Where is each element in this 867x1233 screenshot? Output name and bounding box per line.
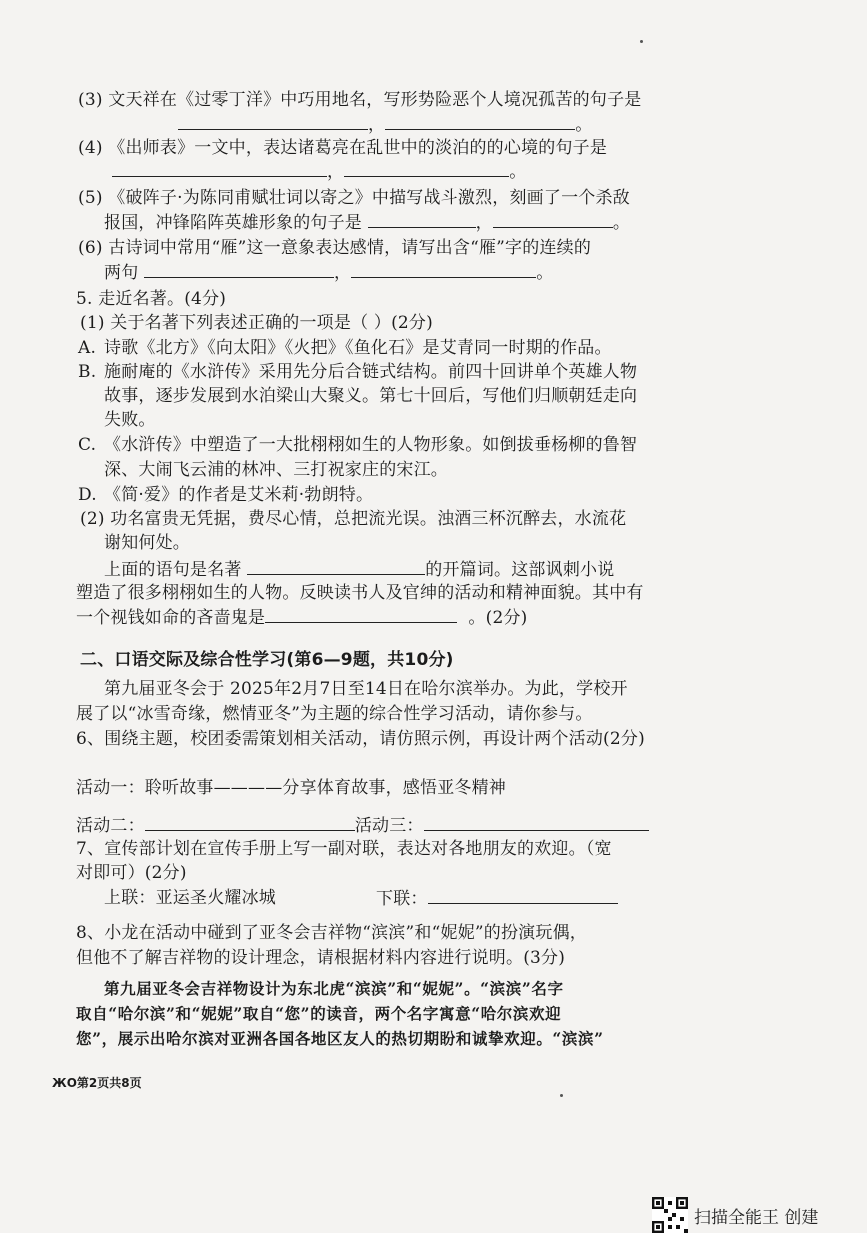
q5-option-b-line1: 施耐庵的《水浒传》采用先分后合链式结构。前四十回讲单个英雄人物 [104,362,638,382]
q6-prompt: 6、围绕主题，校团委需策划相关活动，请仿照示例，再设计两个活动(2分) [76,729,645,749]
activity-2-label: 活动二： [76,816,145,836]
q4-item-5-line1: (5) 《破阵子·为陈同甫赋壮词以寄之》中描写战斗激烈，刻画了一个杀敌 [78,188,630,208]
answer-blank[interactable] [144,261,334,278]
q4-item-3-blanks: ， 。 [178,113,592,136]
q4-item-6-line1: (6) 古诗词中常用“雁”这一意象表达感情，请写出含“雁”字的连续的 [78,238,592,258]
q5-sub2-prompt: 上面的语句是名著 [104,560,242,580]
q5-sub2-prompt: 一个视钱如命的吝啬鬼是 [76,608,266,628]
answer-blank[interactable] [368,211,476,228]
q5-option-b-line3: 失败。 [104,410,156,430]
qr-code-icon [652,1197,688,1233]
lower-couplet-label: 下联： [376,889,428,909]
q5-option-c-label: C. [78,435,97,455]
section-2-intro-line2: 展了以“冰雪奇缘，燃情亚冬”为主题的综合性学习活动，请你参与。 [76,704,593,724]
q5-option-d: 《简·爱》的作者是艾米莉·勃朗特。 [104,485,374,505]
q5-option-a: 诗歌《北方》《向太阳》《火把》《鱼化石》是艾青同一时期的作品。 [104,338,612,358]
activity-3-label: 活动三： [354,816,424,836]
scan-speck [560,1094,563,1097]
q5-sub2-line2: 谢知何处。 [104,533,190,553]
footer-mark: ЖO [52,1076,77,1090]
q5-sub2-line5 [76,606,528,629]
page-footer [52,1074,142,1091]
watermark-text: 扫描全能王 创建 [694,1207,819,1228]
answer-blank[interactable] [351,261,536,278]
q6-activity-1: 活动一：聆听故事————分享体育故事，感悟亚冬精神 [76,778,506,798]
answer-blank[interactable] [493,211,613,228]
q5-option-c-line1: 《水浒传》中塑造了一大批栩栩如生的人物形象。如倒拔垂杨柳的鲁智 [104,435,638,455]
answer-blank[interactable] [428,887,618,904]
q4-item-4: (4) 《出师表》一文中，表达诸葛亮在乱世中的淡泊的的心境的句子是 [78,138,608,158]
q5-sub2-line1: (2) 功名富贵无凭据，费尽心情，总把流光误。浊酒三杯沉醉去，水流花 [80,509,627,529]
q8-material-line3: 您”，展示出哈尔滨对亚洲各国各地区友人的热切期盼和诚挚欢迎。“滨滨” [76,1029,604,1048]
q6-activity-2-3 [76,814,649,837]
answer-blank[interactable] [344,160,509,177]
answer-blank[interactable] [145,814,355,831]
answer-blank[interactable] [265,606,457,623]
q4-item-5-line2: 报国，冲锋陷阵英雄形象的句子是 ， 。 [104,213,631,233]
answer-blank[interactable] [112,160,327,177]
answer-blank[interactable] [424,814,649,831]
q5-sub1: (1) 关于名著下列表述正确的一项是（ ）(2分) [80,313,433,333]
scan-speck [640,40,643,43]
section-2-intro-line1: 第九届亚冬会于 2025年2月7日至14日在哈尔滨举办。为此，学校开 [104,679,628,699]
q7-prompt-line1: 7、宣传部计划在宣传手册上写一副对联，表达对各地朋友的欢迎。（宽 [76,839,612,859]
q7-upper-couplet: 上联：亚运圣火耀冰城 [104,888,276,908]
page-number: 第2页共8页 [76,1076,142,1090]
answer-blank[interactable] [247,558,425,575]
q7-lower-couplet [376,887,618,910]
q5-option-d-label: D. [78,485,97,505]
answer-blank[interactable] [385,113,575,130]
q5-option-c-line2: 深、大闹飞云浦的林冲、三打祝家庄的宋江。 [104,460,448,480]
q4-item-4-blanks: ， 。 [112,160,526,183]
answer-blank[interactable] [178,113,368,130]
q8-prompt-line1: 8、小龙在活动中碰到了亚冬会吉祥物“滨滨”和“妮妮”的扮演玩偶， [76,923,587,943]
section-2-title: 二、口语交际及综合性学习(第6—9题，共10分) [80,650,454,670]
scanner-watermark [652,1197,818,1233]
q4-item-6-prompt: 两句 [104,263,139,283]
q5-option-a-label: A. [78,338,97,358]
q4-item-5-prompt: 报国，冲锋陷阵英雄形象的句子是 [104,213,362,233]
q5-option-b-label: B. [78,362,97,382]
q5-option-b-line2: 故事，逐步发展到水泊梁山大聚义。第七十回后，写他们归顺朝廷走向 [104,386,638,406]
q7-prompt-line2: 对即可）(2分) [76,863,187,883]
q8-prompt-line2: 但他不了解吉祥物的设计理念，请根据材料内容进行说明。(3分) [76,948,566,968]
q8-material-line2: 取自“哈尔滨”和“妮妮”取自“您”的读音，两个名字寓意“哈尔滨欢迎 [76,1004,562,1023]
q8-material-line1: 第九届亚冬会吉祥物设计为东北虎“滨滨”和“妮妮”。“滨滨”名字 [104,979,564,998]
q4-item-3: (3) 文天祥在《过零丁洋》中巧用地名，写形势险恶个人境况孤苦的句子是 [78,90,642,110]
q5-score: 。(2分) [468,608,528,628]
q4-item-6-line2: 两句 ， 。 [104,263,554,283]
q5-sub2-line4: 塑造了很多栩栩如生的人物。反映读书人及官绅的活动和精神面貌。其中有 [76,583,644,603]
q5-sub2-prompt-tail: 的开篇词。这部讽刺小说 [425,560,615,580]
q5-title: 5. 走近名著。(4分) [76,289,227,309]
q5-sub2-line3 [104,558,614,581]
